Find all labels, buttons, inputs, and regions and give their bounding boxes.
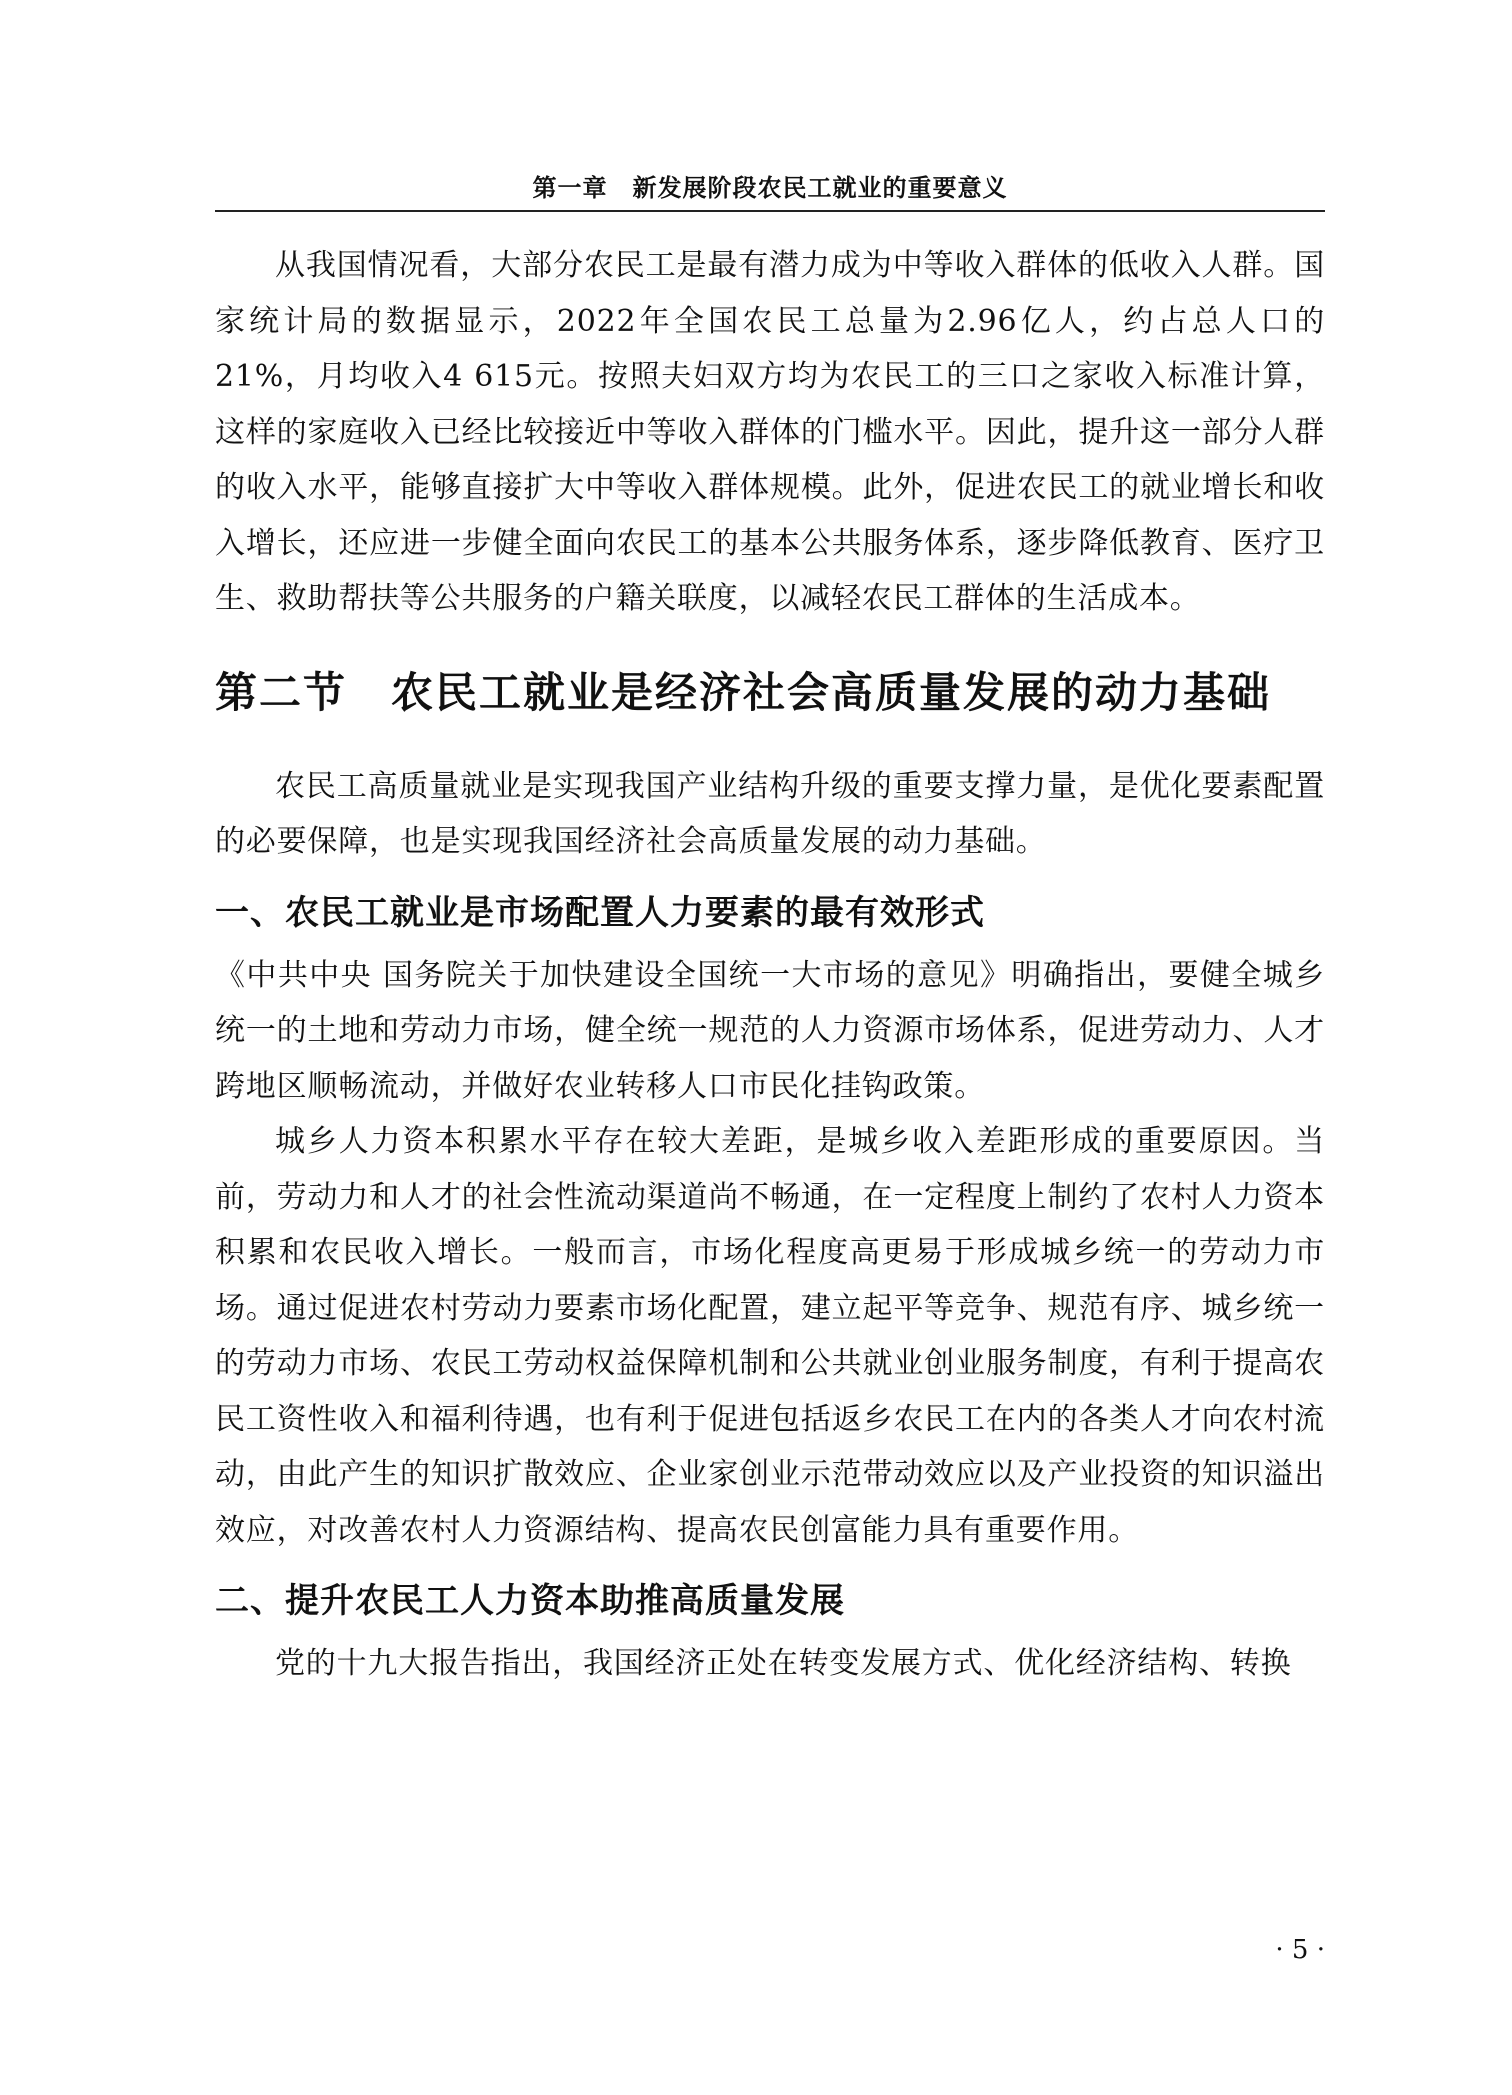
paragraph: 党的十九大报告指出，我国经济正处在转变发展方式、优化经济结构、转换	[275, 1646, 1292, 1681]
subsection-heading: 一、农民工就业是市场配置人力要素的最有效形式	[215, 892, 985, 933]
header-rule	[215, 210, 1325, 212]
running-header: 第一章 新发展阶段农民工就业的重要意义	[532, 174, 1008, 202]
paragraph: 《中共中央 国务院关于加快建设全国统一大市场的意见》明确指出，要健全城乡统一的土地和劳动力市场，健全统一规范的人力资源市场体系，促进劳动力、人才跨地区顺畅流动，并做好农业转移人口市民化挂钩政策。	[215, 957, 1325, 1104]
paragraph: 城乡人力资本积累水平存在较大差距，是城乡收入差距形成的重要原因。当前，劳动力和人才的社会性流动渠道尚不畅通，在一定程度上制约了农村人力资本积累和农民收入增长。一般而言，市场化程度高更易于形成城乡统一的劳动力市场。通过促进农村劳动力要素市场化配置，建立起平等竞争、规范有序、城乡统一的劳动力市场、农民工劳动权益保障机制和公共就业创业服务制度，有利于提高农民工资性收入和福利待遇，也有利于促进包括返乡农民工在内的各类人才向农村流动，由此产生的知识扩散效应、企业家创业示范带动效应以及产业投资的知识溢出效应，对改善农村人力资源结构、提高农民创富能力具有重要作用。	[215, 1124, 1325, 1548]
page-body	[215, 238, 1325, 1692]
paragraph: 从我国情况看，大部分农民工是最有潜力成为中等收入群体的低收入人群。国家统计局的数据显示，2022年全国农民工总量为2.96亿人，约占总人口的21%，月均收入4 615元。按照夫妇双方均为农民工的三口之家收入标准计算，这样的家庭收入已经比较接近中等收入群体的门槛水平。因此，提升这一部分人群的收入水平，能够直接扩大中等收入群体规模。此外，促进农民工的就业增长和收入增长，还应进一步健全面向农民工的基本公共服务体系，逐步降低教育、医疗卫生、救助帮扶等公共服务的户籍关联度，以减轻农民工群体的生活成本。	[215, 248, 1325, 616]
section-heading: 第二节 农民工就业是经济社会高质量发展的动力基础	[215, 667, 1272, 717]
subsection-heading: 二、提升农民工人力资本助推高质量发展	[215, 1581, 845, 1621]
page-number: · 5 ·	[1275, 1935, 1325, 1965]
paragraph: 农民工高质量就业是实现我国产业结构升级的重要支撑力量，是优化要素配置的必要保障，也是实现我国经济社会高质量发展的动力基础。	[215, 768, 1325, 859]
